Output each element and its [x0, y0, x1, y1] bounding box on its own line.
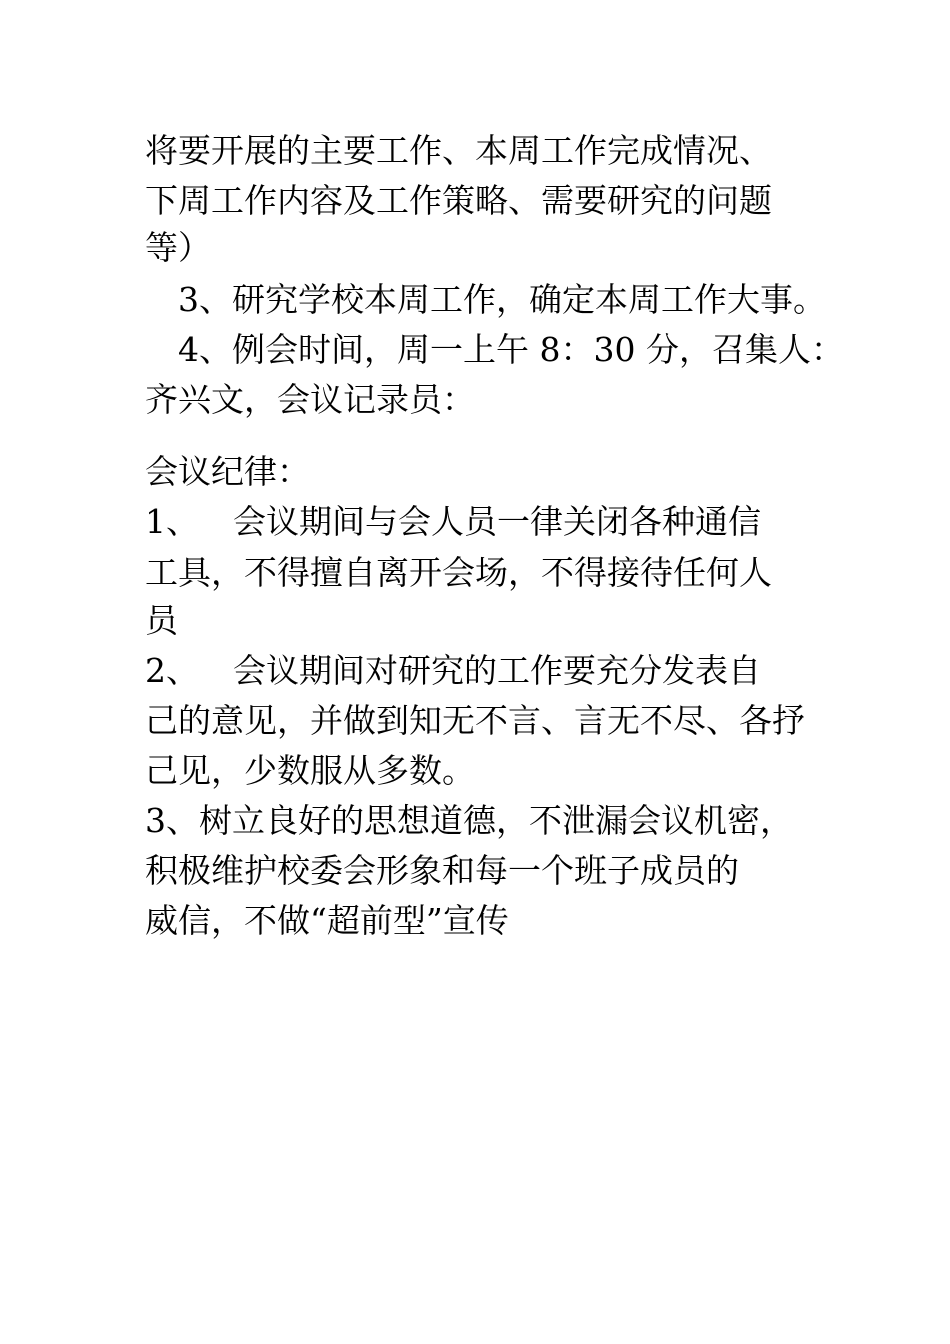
- rule-2-text-1: 会议期间对研究的工作要充分发表自: [233, 651, 761, 690]
- rule-3-line-3: 威信，不做“超前型”宣传: [145, 901, 509, 940]
- rule-3-text-1: 树立良好的思想道德，不泄漏会议机密，: [199, 801, 793, 840]
- intro-line-1: 将要开展的主要工作、本周工作完成情况、: [145, 131, 772, 170]
- rule-2-line-1: [145, 651, 761, 691]
- rule-3-line-2: 积极维护校委会形象和每一个班子成员的: [145, 851, 739, 890]
- intro-line-2: 下周工作内容及工作策略、需要研究的问题: [145, 181, 772, 220]
- rule-1-line-3: 员: [145, 601, 178, 640]
- rule-1-line-1: [145, 502, 761, 542]
- rule-1-number: 1、: [145, 502, 199, 541]
- rule-2-number: 2、: [145, 651, 199, 690]
- rule-1-line-2: 工具，不得擅自离开会场，不得接待任何人: [145, 553, 772, 592]
- rule-2-line-2: 己的意见，并做到知无不言、言无不尽、各抒: [145, 701, 805, 740]
- rule-1-text-1: 会议期间与会人员一律关闭各种通信: [233, 502, 761, 541]
- rule-3-number: 3、: [145, 801, 199, 840]
- item-3: 3、研究学校本周工作，确定本周工作大事。: [178, 280, 826, 319]
- item-4-line-1: 4、例会时间，周一上午 8：30 分，召集人：: [178, 330, 844, 369]
- rule-3-line-1: [145, 801, 793, 841]
- rule-2-line-3: 己见，少数服从多数。: [145, 751, 475, 790]
- discipline-heading: 会议纪律：: [145, 452, 310, 491]
- item-4-line-2: 齐兴文，会议记录员：: [145, 380, 475, 419]
- intro-line-3: 等）: [145, 228, 211, 267]
